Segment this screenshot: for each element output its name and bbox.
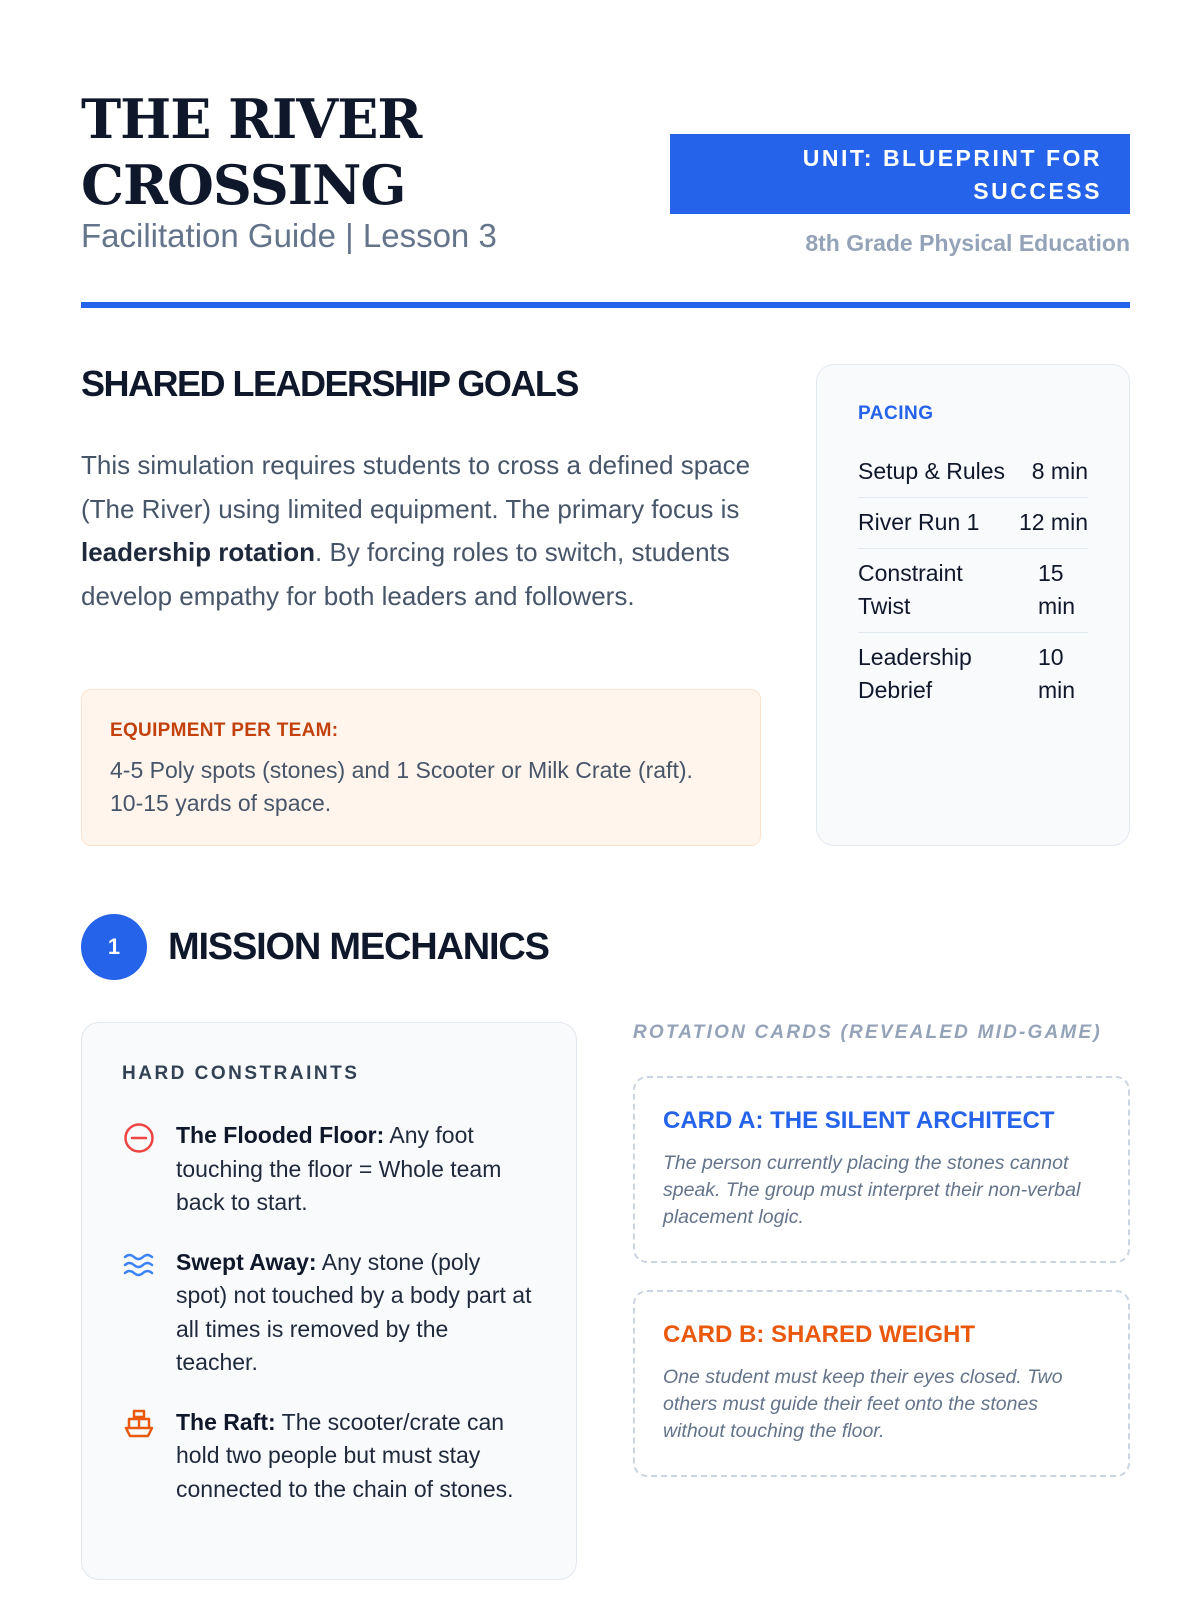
pacing-row	[858, 633, 1088, 716]
pacing-activity: River Run 1	[858, 509, 980, 535]
goals-text-end: . By forcing roles to switch, students develop empathy for both leaders and followers.	[81, 537, 730, 611]
constraint-text: The scooter/crate can hold two people but must stay connected to the chain of stones.	[176, 1408, 514, 1502]
rotation-card-a	[633, 1076, 1130, 1263]
equipment-callout	[81, 689, 761, 846]
pacing-duration: 15 min	[1038, 560, 1076, 619]
rotation-card-b	[633, 1290, 1130, 1477]
page-title: THE RIVER CROSSING	[81, 87, 422, 217]
pacing-activity: Constraint Twist	[858, 560, 963, 619]
section-number-badge: 1	[81, 914, 147, 980]
header-divider	[81, 302, 1130, 308]
section-heading: MISSION MECHANICS	[168, 926, 549, 968]
constraint-title: The Raft:	[176, 1408, 276, 1435]
raft-icon	[122, 1408, 156, 1442]
card-title: CARD B: SHARED WEIGHT	[663, 1321, 975, 1348]
card-title: CARD A: THE SILENT ARCHITECT	[663, 1107, 1055, 1134]
goals-text-emphasis: leadership rotation	[81, 537, 316, 567]
constraints-label: HARD CONSTRAINTS	[122, 1063, 360, 1084]
facilitation-guide-page	[81, 0, 1130, 1600]
pacing-card	[816, 364, 1130, 846]
goals-text-start: This simulation requires students to cross a defined space (The River) using limited equipment. The primary focus is	[81, 450, 751, 524]
pacing-duration: 10 min	[1038, 644, 1076, 703]
pacing-row	[858, 498, 1088, 549]
page-subtitle: Facilitation Guide | Lesson 3	[81, 217, 497, 254]
pacing-label: PACING	[858, 403, 934, 424]
pacing-duration: 8 min	[1031, 458, 1088, 484]
constraint-item	[122, 1406, 536, 1507]
pacing-duration: 12 min	[1018, 509, 1088, 535]
grade-label: 8th Grade Physical Education	[805, 230, 1130, 256]
minus-circle-icon	[122, 1121, 156, 1155]
hard-constraints-card	[81, 1022, 577, 1580]
pacing-row	[858, 549, 1088, 633]
waves-icon	[122, 1248, 156, 1282]
constraint-text: Any stone (poly spot) not touched by a body part at all times is removed by the teacher.	[176, 1248, 532, 1375]
card-description: The person currently placing the stones cannot speak. The group must interpret their non-verbal placement logic.	[663, 1152, 1081, 1228]
page-header	[81, 86, 1130, 306]
constraint-text: Any foot touching the floor = Whole team back to start.	[176, 1122, 502, 1215]
constraint-item	[122, 1246, 536, 1380]
equipment-text: 4-5 Poly spots (stones) and 1 Scooter or Milk Crate (raft). 10-15 yards of space.	[110, 757, 693, 816]
card-description: One student must keep their eyes closed. Two others must guide their feet onto the stones without touching the floor.	[663, 1366, 1063, 1442]
pacing-row	[858, 447, 1088, 498]
pacing-activity: Setup & Rules	[858, 458, 1006, 484]
unit-badge: UNIT: BLUEPRINT FOR SUCCESS	[670, 134, 1130, 214]
goals-paragraph	[81, 444, 771, 618]
constraint-title: Swept Away:	[176, 1248, 317, 1275]
constraint-item	[122, 1119, 536, 1220]
goals-heading: SHARED LEADERSHIP GOALS	[81, 363, 578, 404]
equipment-label: EQUIPMENT PER TEAM:	[110, 720, 339, 741]
constraint-title: The Flooded Floor:	[176, 1122, 385, 1148]
pacing-list	[858, 447, 1088, 716]
rotation-cards-label: ROTATION CARDS (REVEALED MID-GAME)	[633, 1022, 1102, 1043]
pacing-activity: Leadership Debrief	[858, 644, 972, 703]
